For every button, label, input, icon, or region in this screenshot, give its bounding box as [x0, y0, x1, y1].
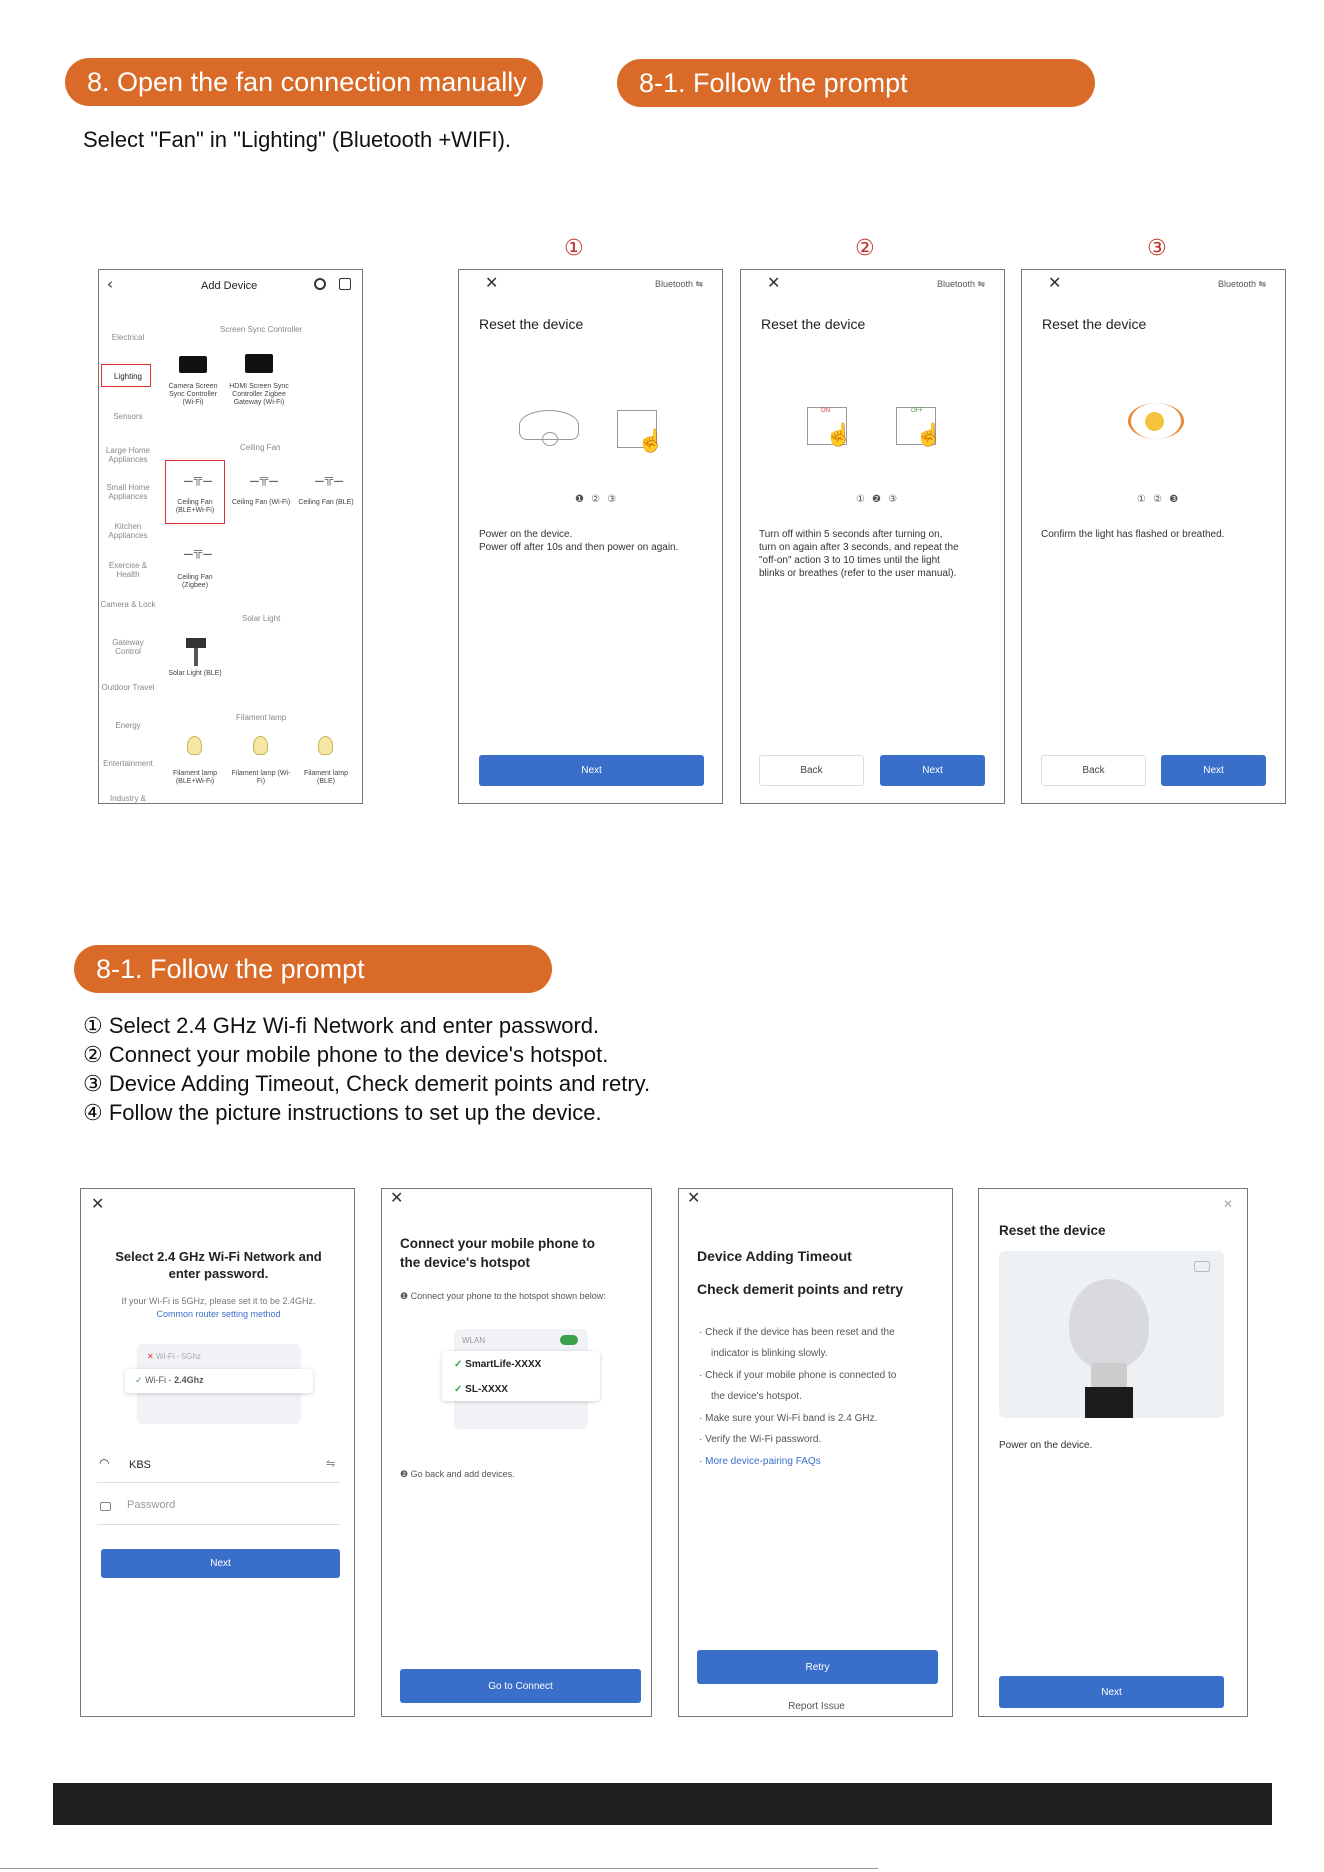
check-line-5-text: Make sure your Wi-Fi band is 2.4 GHz. [705, 1413, 878, 1424]
band-24g-row: ✓ Wi-Fi - 2.4Ghz [125, 1369, 313, 1393]
check-line-1: · Check if the device has been reset and the [699, 1327, 895, 1338]
category-large-home[interactable]: Large Home Appliances [105, 446, 151, 464]
reset-desc-line-2: Power off after 10s and then power on again. [479, 542, 679, 553]
reset-desc-line-3: "off-on" action 3 to 10 times until the light [759, 555, 940, 566]
scan-icon[interactable] [339, 278, 351, 290]
lock-icon [100, 1502, 111, 1511]
switch-on-label: ON [821, 408, 830, 414]
bulb-icon [1069, 1279, 1149, 1369]
check-line-3-text: Check if your mobile phone is connected to [705, 1370, 897, 1381]
ceiling-fan-icon: ⚊╦⚊ [314, 471, 345, 485]
close-icon[interactable]: ✕ [1223, 1197, 1234, 1211]
faq-link[interactable]: More device-pairing FAQs [705, 1456, 821, 1467]
bulb-title: Reset the device [999, 1223, 1106, 1238]
wlan-toggle[interactable] [560, 1335, 578, 1345]
hotspot-title-line-2: the device's hotspot [400, 1255, 530, 1270]
add-device-header: Add Device [201, 280, 258, 292]
section8-instruction: Select "Fan" in "Lighting" (Bluetooth +WIFI). [83, 127, 512, 152]
device-ceiling-fan-ble[interactable]: Ceiling Fan (BLE) [298, 499, 354, 506]
network-item-1[interactable]: ✓ SmartLife-XXXX [454, 1359, 542, 1370]
solar-light-pole-icon [194, 648, 198, 666]
section81-top-title [617, 59, 1095, 107]
category-gateway[interactable]: Gateway Control [112, 638, 144, 656]
bulb-desc: Power on the device. [999, 1440, 1093, 1451]
bluetooth-text: Bluetooth [937, 279, 976, 289]
solar-light-icon [186, 638, 206, 648]
reset-desc-line-1: Power on the device. [479, 529, 573, 540]
section-filament-lamp: Filament lamp [236, 713, 287, 722]
bluetooth-text: Bluetooth [655, 279, 694, 289]
close-icon[interactable]: ✕ [485, 273, 499, 292]
timeout-subtitle: Check demerit points and retry [697, 1281, 904, 1297]
wifi-screen [80, 1188, 355, 1717]
bluetooth-label: Bluetooth ⇋ [937, 279, 986, 289]
network-name-2: SL-XXXX [465, 1384, 508, 1395]
category-energy[interactable]: Energy [115, 721, 141, 730]
bulb-socket-icon [1085, 1387, 1133, 1418]
hand-pointer-icon: ☝ [825, 422, 853, 447]
section8-title [65, 58, 543, 106]
category-camera-lock[interactable]: Camera & Lock [100, 600, 156, 609]
category-electrical[interactable]: Electrical [111, 333, 145, 342]
ssid-divider [97, 1482, 340, 1483]
reset-title: Reset the device [1042, 316, 1147, 332]
section8-title-text: 8. Open the fan connection manually [87, 66, 527, 97]
camera-icon [1194, 1261, 1210, 1272]
category-sensors[interactable]: Sensors [113, 412, 143, 421]
check-line-1-text: Check if the device has been reset and the [705, 1327, 895, 1338]
next-button[interactable]: Next [880, 755, 985, 786]
reset-screen-3 [1021, 269, 1286, 804]
device-filament-ble[interactable]: Filament lamp (BLE) [304, 770, 348, 785]
check-line-4: the device's hotspot. [711, 1391, 802, 1402]
hdmi-controller-device-icon [245, 354, 273, 373]
ssid-value[interactable]: KBS [129, 1459, 152, 1471]
retry-button[interactable]: Retry [697, 1650, 938, 1684]
next-button[interactable]: Next [1161, 755, 1266, 786]
next-button[interactable]: Next [479, 755, 704, 786]
progress-dots: ❶ ② ③ [575, 494, 619, 505]
category-kitchen[interactable]: Kitchen Appliances [108, 522, 148, 540]
reset-screen-2 [740, 269, 1005, 804]
close-icon[interactable]: ✕ [91, 1194, 105, 1213]
check-line-6-text: Verify the Wi-Fi password. [705, 1434, 822, 1445]
device-ceiling-fan-ble-wifi[interactable]: Ceiling Fan (BLE+Wi-Fi) [175, 499, 215, 514]
timeout-title: Device Adding Timeout [697, 1248, 852, 1264]
device-solar-light[interactable]: Solar Light (BLE) [168, 670, 222, 677]
close-icon[interactable]: ✕ [687, 1188, 701, 1207]
add-device-screen [98, 269, 363, 804]
instruction-step-1: ① Select 2.4 GHz Wi-fi Network and enter password. [83, 1013, 600, 1038]
section81-top-title-text: 8-1. Follow the prompt [639, 67, 908, 98]
band-5g-label: Wi-Fi - 5Ghz [155, 1352, 201, 1361]
back-button[interactable]: Back [759, 755, 864, 786]
device-ceiling-fan-zigbee[interactable]: Ceiling Fan (Zigbee) [177, 574, 213, 589]
hand-pointer-icon: ☝ [915, 422, 943, 447]
bluetooth-label: Bluetooth ⇋ [655, 279, 704, 289]
category-exercise[interactable]: Exercise & Health [108, 561, 148, 579]
router-setting-link[interactable]: Common router setting method [156, 1309, 281, 1319]
ceiling-fan-icon: ⚊╦⚊ [249, 471, 280, 485]
device-hdmi-sync[interactable]: HDMI Screen Sync Controller Zigbee Gateway (Wi-Fi) [229, 383, 289, 406]
next-button[interactable]: Next [999, 1676, 1224, 1708]
device-camera-sync[interactable]: Camera Screen Sync Controller (Wi-Fi) [168, 383, 218, 406]
bulb-photo [999, 1251, 1224, 1418]
faq-row: · More device-pairing FAQs [699, 1456, 821, 1467]
bulb-base-icon [1091, 1363, 1127, 1389]
step-number-3: ③ [1147, 236, 1167, 261]
section-ceiling-fan: Ceiling Fan [240, 443, 281, 452]
bottom-rule [0, 1868, 878, 1869]
reset-desc-line-1: Turn off within 5 seconds after turning on, [759, 529, 943, 540]
filament-bulb-icon [253, 736, 268, 755]
footer-bar [53, 1783, 1272, 1825]
ceiling-fan-icon: ⚊╦⚊ [183, 471, 214, 485]
progress-dots: ① ② ❸ [1137, 494, 1181, 505]
reset-screen-1 [458, 269, 723, 804]
light-flash-icon [1145, 412, 1164, 431]
radar-icon[interactable] [314, 278, 326, 290]
network-name-1: SmartLife-XXXX [465, 1359, 542, 1370]
device-filament-ble-wifi[interactable]: Filament lamp (BLE+Wi-Fi) [173, 770, 217, 785]
check-line-5: · Make sure your Wi-Fi band is 2.4 GHz. [699, 1413, 878, 1424]
reset-title: Reset the device [479, 316, 584, 332]
category-lighting[interactable]: Lighting [113, 372, 143, 381]
timeout-screen [678, 1188, 953, 1717]
bluetooth-label: Bluetooth ⇋ [1218, 279, 1267, 289]
instruction-step-4: ④ Follow the picture instructions to set up the device. [83, 1100, 602, 1125]
section-screen-sync: Screen Sync Controller [220, 325, 303, 334]
wifi-note: If your Wi-Fi is 5GHz, please set it to be 2.4GHz. [121, 1296, 316, 1306]
hand-pointer-icon: ☝ [637, 428, 665, 453]
hotspot-title-line-1: Connect your mobile phone to [400, 1236, 595, 1251]
section81-bottom-title-text: 8-1. Follow the prompt [96, 953, 365, 984]
band-24g-label: 2.4Ghz [174, 1375, 204, 1385]
instruction-step-3: ③ Device Adding Timeout, Check demerit points and retry. [83, 1071, 651, 1096]
network-item-2[interactable]: ✓ SL-XXXX [454, 1384, 508, 1395]
back-button[interactable]: Back [1041, 755, 1146, 786]
filament-bulb-icon [318, 736, 333, 755]
hotspot-screen [381, 1188, 652, 1717]
category-entertainment[interactable]: Entertainment [103, 759, 153, 768]
step-number-1: ① [564, 236, 584, 261]
reset-desc-line-4: blinks or breathes (refer to the user manual). [759, 568, 957, 579]
password-divider [97, 1524, 340, 1525]
band-5g-row: ✕ Wi-Fi - 5Ghz [147, 1352, 201, 1361]
switch-network-icon[interactable]: ⇋ [326, 1458, 336, 1470]
lamp-bulb-icon [542, 432, 558, 446]
filament-bulb-icon [187, 736, 202, 755]
check-line-2: indicator is blinking slowly. [711, 1348, 828, 1359]
reset-title: Reset the device [761, 316, 866, 332]
wifi-title-line-2: enter password. [168, 1266, 269, 1281]
go-to-connect-button[interactable]: Go to Connect [400, 1669, 641, 1703]
next-button[interactable]: Next [101, 1549, 340, 1578]
check-line-3: · Check if your mobile phone is connected to [699, 1370, 897, 1381]
step-number-2: ② [855, 236, 875, 261]
close-icon[interactable]: ✕ [767, 273, 781, 292]
reset-desc-line-2: turn on again after 3 seconds, and repeat the [759, 542, 959, 553]
category-outdoor[interactable]: Outdoor Travel [101, 683, 155, 692]
ceiling-fan-icon: ⚊╦⚊ [183, 544, 214, 558]
wlan-label: WLAN [462, 1336, 486, 1345]
sync-controller-device-icon [179, 356, 207, 373]
hotspot-step-1: ❶ Connect your phone to the hotspot shown below: [400, 1291, 606, 1301]
section81-bottom-title [74, 945, 552, 993]
bluetooth-text: Bluetooth [1218, 279, 1257, 289]
hotspot-step-2: ❷ Go back and add devices. [400, 1469, 515, 1479]
switch-off-label: OFF [911, 408, 923, 414]
section-solar-light: Solar Light [242, 614, 281, 623]
progress-dots: ① ❷ ③ [856, 494, 900, 505]
password-input[interactable]: Password [127, 1499, 176, 1511]
check-line-6: · Verify the Wi-Fi password. [699, 1434, 822, 1445]
category-industry[interactable]: Industry & [109, 794, 146, 803]
instruction-step-2: ② Connect your mobile phone to the device's hotspot. [83, 1042, 609, 1067]
device-ceiling-fan-wifi[interactable]: Ceiling Fan (Wi-Fi) [231, 499, 291, 506]
close-icon[interactable]: ✕ [390, 1188, 404, 1207]
wifi-icon: ◠ [99, 1456, 110, 1470]
bulb-screen [978, 1188, 1248, 1717]
reset-desc-line-1: Confirm the light has flashed or breathed. [1041, 529, 1225, 540]
category-small-home[interactable]: Small Home Appliances [106, 483, 150, 501]
report-issue-link[interactable]: Report Issue [788, 1701, 845, 1712]
back-chevron-icon[interactable]: ‹ [107, 275, 113, 293]
wifi-title-line-1: Select 2.4 GHz Wi-Fi Network and [115, 1249, 322, 1264]
close-icon[interactable]: ✕ [1048, 273, 1062, 292]
band-24g-prefix: Wi-Fi - [145, 1375, 175, 1385]
device-filament-wifi[interactable]: Filament lamp (Wi-Fi) [231, 770, 291, 785]
